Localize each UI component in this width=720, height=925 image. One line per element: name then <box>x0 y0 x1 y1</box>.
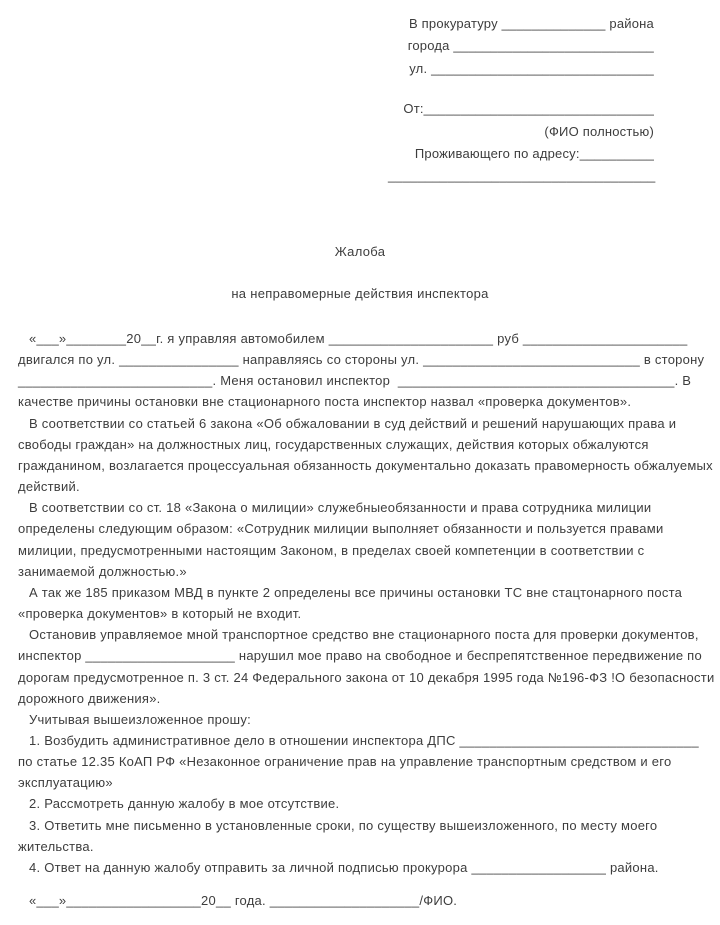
text-line: __________________________. Меня остановил инспектор _____________________________________. В <box>18 373 692 389</box>
header-line: В прокуратуру ______________ района <box>409 16 654 31</box>
header-line: От:_______________________________ <box>403 101 654 117</box>
signature-line: «___»__________________20__ года. ____________________/ФИО. <box>29 893 458 908</box>
document-subtitle: на неправомерные действия инспектора <box>231 286 489 301</box>
paragraph <box>18 857 716 878</box>
header-line: ____________________________________ <box>388 168 656 184</box>
text-line: по статье 12.35 КоАП РФ «Незаконное ограничение прав на управление транспортным средством и его <box>18 754 672 770</box>
paragraph <box>18 624 716 709</box>
text-line: Остановив управляемое мной транспортное средство вне стационарного поста для проверки документов, <box>29 627 699 643</box>
paragraph <box>18 497 716 582</box>
header-line: города ___________________________ <box>407 38 654 54</box>
text-line: дорожного движения». <box>18 690 161 706</box>
blank-line <box>388 80 654 98</box>
text-line: В соответствии со ст. 18 «Закона о милиции» служебныеобязанности и права сотрудника милиции <box>29 500 652 516</box>
text-line: «___»________20__г. я управляя автомобилем ______________________ руб ______________________ <box>29 331 688 346</box>
paragraph <box>18 709 716 730</box>
text-line: гражданином, возлагается процессуальная обязанность документально доказать правомерность обжалуемых <box>18 457 713 473</box>
text-line: инспектор ____________________ нарушил мое право на свободное и беспрепятственное передвижение по <box>18 648 702 664</box>
document-title: Жалоба <box>334 244 386 259</box>
text-line: определены следующим образом: «Сотрудник милиции выполняет обязанности и пользуется правами <box>18 521 664 537</box>
paragraph <box>18 328 716 413</box>
paragraph <box>18 793 716 814</box>
paragraph <box>18 582 716 624</box>
header-line: Проживающего по адресу:__________ <box>414 146 654 162</box>
text-line: жительства. <box>18 838 94 854</box>
text-line: А так же 185 приказом МВД в пункте 2 определены все причины остановки ТС вне стацтонарного поста <box>29 584 683 600</box>
text-line: 2. Рассмотреть данную жалобу в мое отсутствие. <box>29 796 340 812</box>
paragraph <box>18 815 716 857</box>
header-line: ул. ______________________________ <box>409 60 654 76</box>
text-line: милиции, предусмотренными настоящим Законом, в пределах своей компетенции в соответствии с <box>18 542 645 558</box>
text-line: свободы граждан» на должностных лиц, государственных служащих, действия которых обжалуются <box>18 436 649 452</box>
document-body <box>18 328 716 878</box>
text-line: занимаемой должностью.» <box>18 563 187 579</box>
text-line: действий. <box>18 479 80 495</box>
text-line: В соответствии со статьей 6 закона «Об обжаловании в суд действий и решений нарушающих права и <box>29 415 677 431</box>
text-line: качестве причины остановки вне стационарного поста инспектор назвал «проверка документов». <box>18 394 632 410</box>
text-line: «проверка документов» в который не входит. <box>18 606 302 622</box>
recipient-block <box>388 13 654 188</box>
paragraph <box>18 413 716 498</box>
text-line: 1. Возбудить административное дело в отношении инспектора ДПС ________________________________ <box>29 732 699 748</box>
text-line: эксплуатацию» <box>18 775 113 791</box>
header-line: (ФИО полностью) <box>544 123 654 139</box>
text-line: Учитывая вышеизложенное прошу: <box>29 711 251 727</box>
text-line: 4. Ответ на данную жалобу отправить за личной подписью прокурора __________________ района. <box>29 859 659 875</box>
text-line: двигался по ул. ________________ направляясь со стороны ул. _____________________________ в сторону <box>18 352 705 368</box>
paragraph <box>18 730 716 793</box>
text-line: 3. Ответить мне письменно в установленные сроки, по существу вышеизложенного, по месту моего <box>29 817 658 833</box>
text-line: дорогам предусмотренное п. 3 ст. 24 Федерального закона от 10 декабря 1995 года №196-ФЗ !О безопасности <box>18 669 715 685</box>
